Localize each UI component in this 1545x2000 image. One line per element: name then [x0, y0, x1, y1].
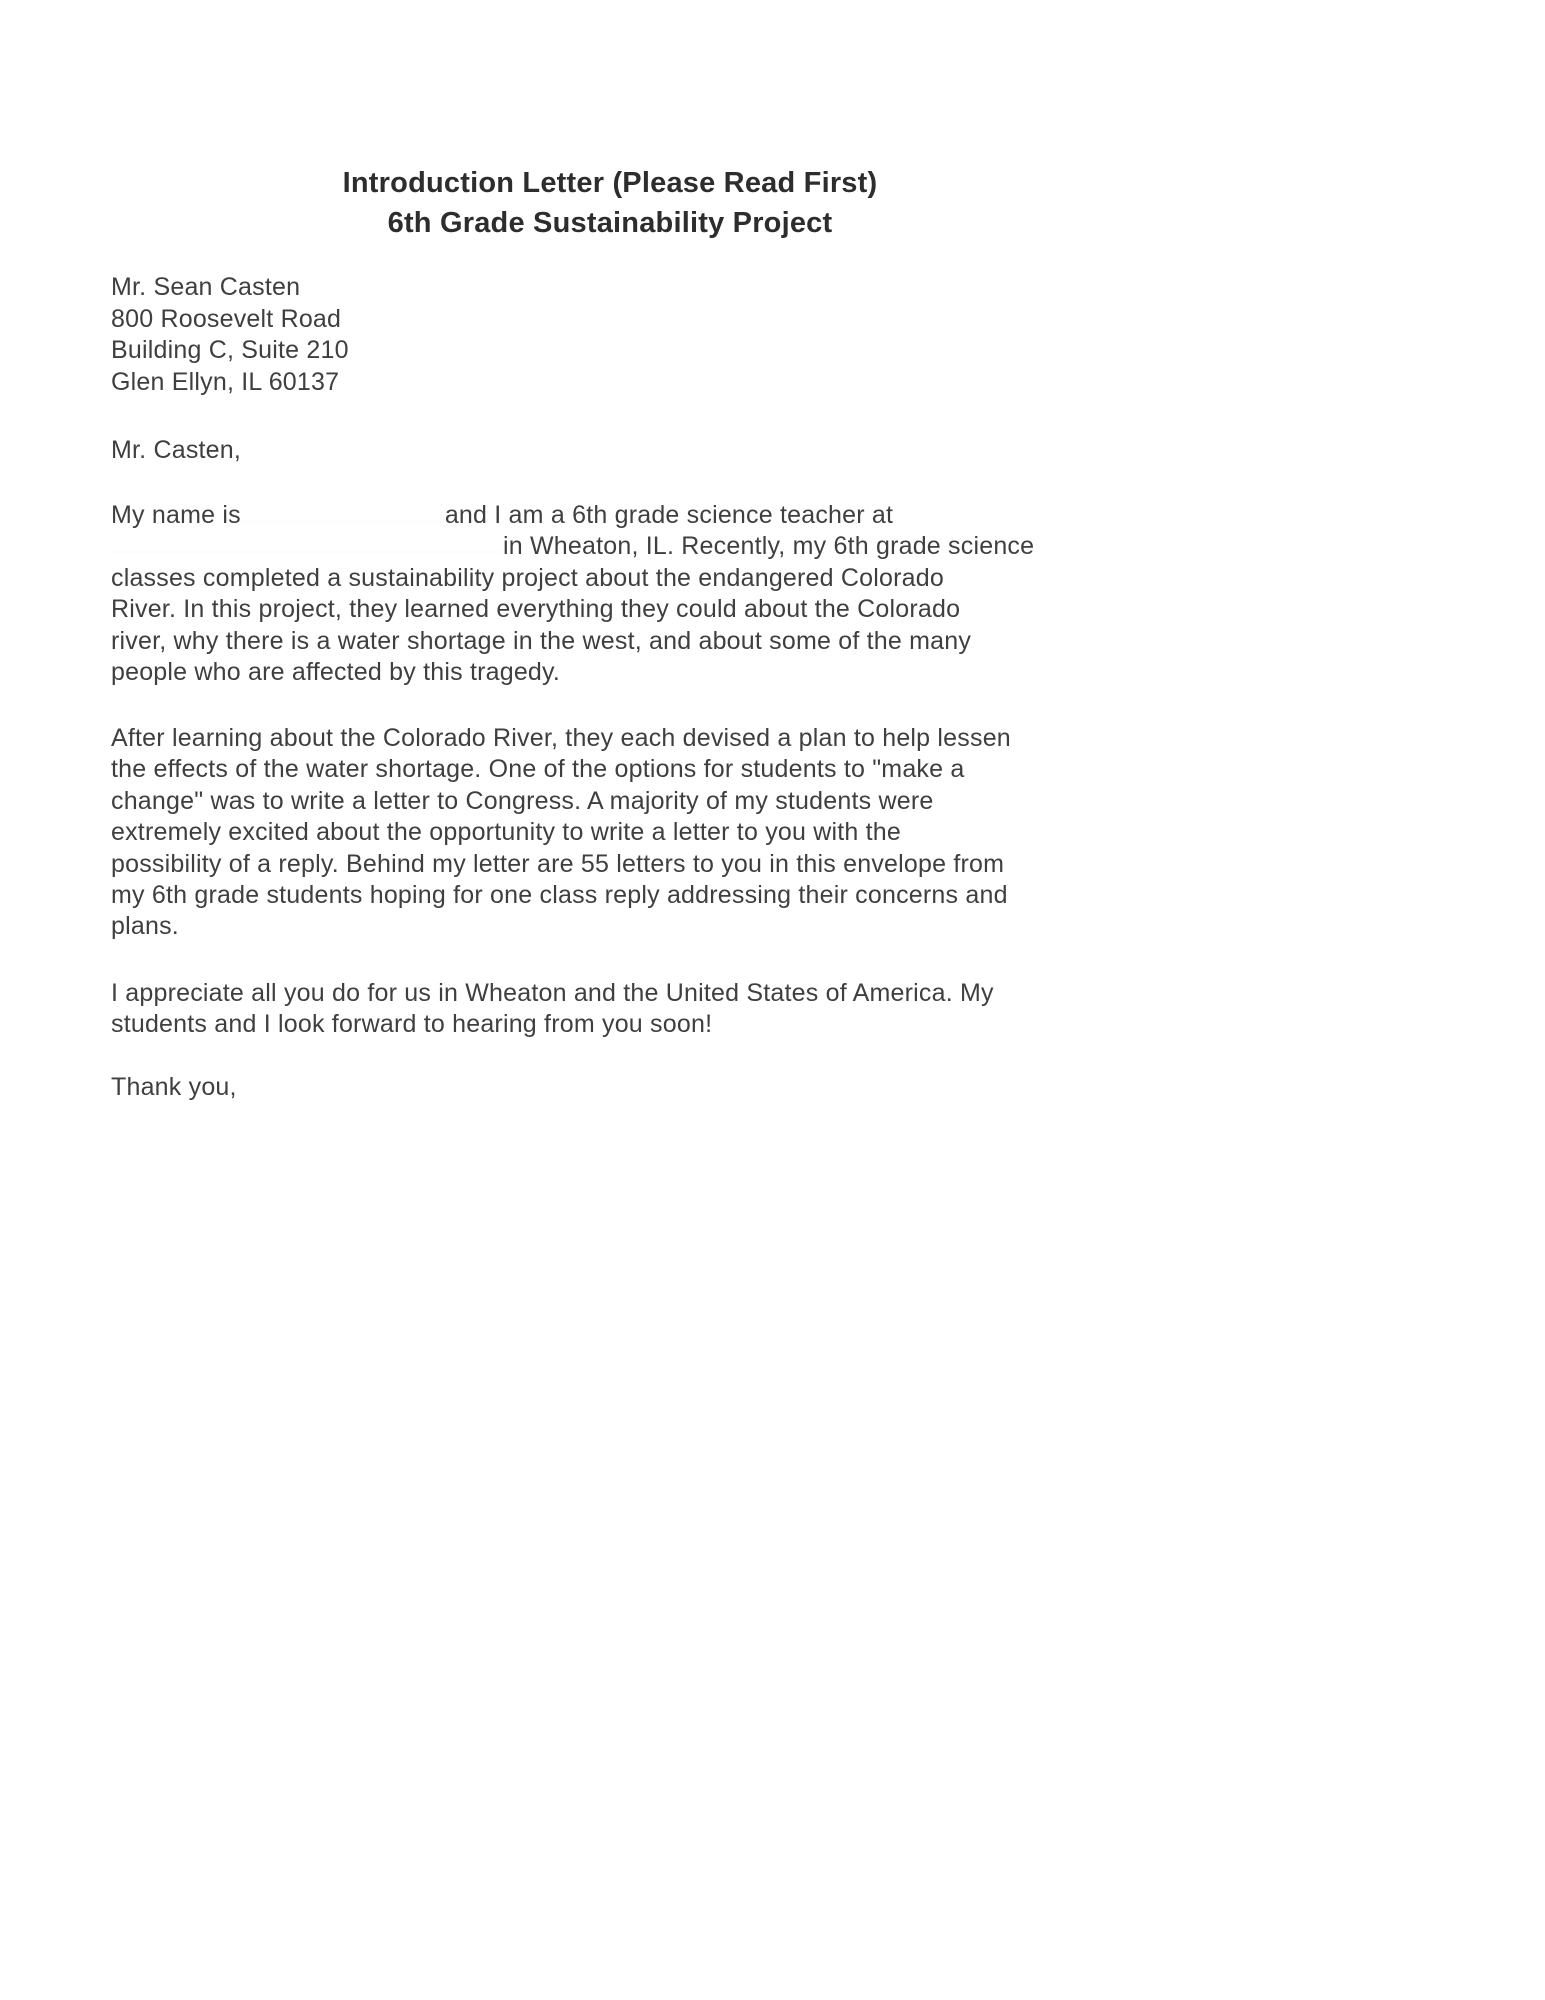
paragraph-2-line-1: After learning about the Colorado River, they each devised a plan to help lessen: [111, 724, 1011, 752]
paragraph-1-line-2: [111, 531, 1034, 562]
paragraph-1-line-1: [111, 500, 1034, 531]
paragraph-1: [111, 500, 1034, 688]
redacted-name-gap: [241, 519, 445, 523]
paragraph-1-line-4: River. In this project, they learned everything they could about the Colorado: [111, 595, 961, 624]
paragraph-2-line-3: change" was to write a letter to Congress. A majority of my students were: [111, 786, 934, 815]
recipient-address-block: [111, 272, 349, 398]
paragraph-1-line-5: river, why there is a water shortage in the west, and about some of the many: [111, 626, 972, 655]
recipient-name: Mr. Sean Casten: [111, 273, 301, 301]
recipient-city-state-zip: Glen Ellyn, IL 60137: [111, 367, 340, 396]
salutation: Mr. Casten,: [111, 436, 242, 464]
closing-line: Thank you,: [111, 1073, 237, 1101]
paragraph-1-line-6: people who are affected by this tragedy.: [111, 658, 561, 687]
title-line-2: 6th Grade Sustainability Project: [387, 207, 833, 239]
paragraph-2-line-7: plans.: [111, 912, 179, 941]
p1-after-name-text: and I am a 6th grade science teacher at: [444, 501, 894, 529]
paragraph-2-line-6: my 6th grade students hoping for one class reply addressing their concerns and: [111, 881, 1008, 910]
redacted-school-gap: [111, 550, 503, 554]
title-line-1: Introduction Letter (Please Read First): [342, 167, 878, 199]
p1-before-name-text: My name is: [111, 501, 241, 529]
letter-title: [0, 163, 1220, 243]
paragraph-1-line-3: classes completed a sustainability project about the endangered Colorado: [111, 563, 944, 592]
paragraph-3-line-1: I appreciate all you do for us in Wheaton and the United States of America. My: [111, 979, 994, 1007]
recipient-suite: Building C, Suite 210: [111, 336, 349, 364]
paragraph-2-line-2: the effects of the water shortage. One of the options for students to "make a: [111, 755, 965, 784]
paragraph-2: [111, 723, 1011, 943]
paragraph-3: [111, 978, 994, 1041]
paragraph-3-line-2: students and I look forward to hearing from you soon!: [111, 1010, 713, 1039]
recipient-street: 800 Roosevelt Road: [111, 304, 342, 333]
paragraph-2-line-5: possibility of a reply. Behind my letter are 55 letters to you in this envelope from: [111, 849, 1005, 878]
p1-line2-text: in Wheaton, IL. Recently, my 6th grade science: [503, 532, 1035, 561]
paragraph-2-line-4: extremely excited about the opportunity to write a letter to you with the: [111, 818, 902, 847]
